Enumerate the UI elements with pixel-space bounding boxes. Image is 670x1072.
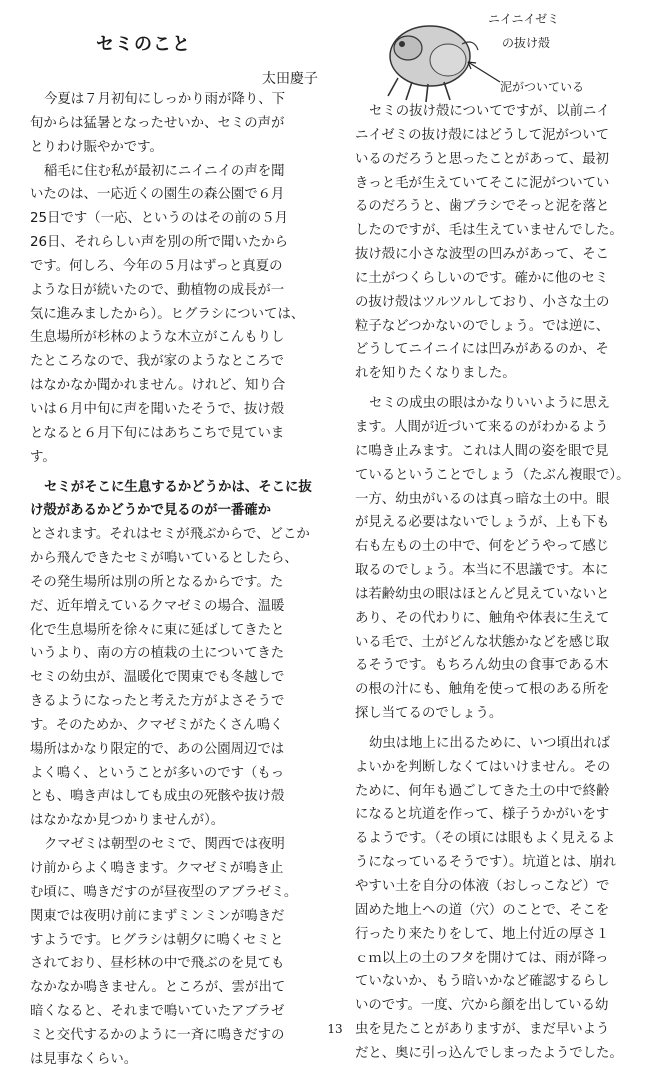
left-column bbox=[30, 88, 342, 1072]
text-line: 場所はかなり限定的で、あの公園周辺では bbox=[30, 741, 285, 757]
text-line: セミの抜け殻についてですが、以前ニイ bbox=[369, 104, 610, 119]
text-line: となると６月下旬にはあちこちで見ていま bbox=[30, 425, 285, 441]
text-line: やすい土を自分の体液（おしっこなど）で bbox=[355, 879, 610, 894]
text-line: 一方、幼虫がいるのは真っ暗な土の中。眼 bbox=[355, 491, 610, 507]
figure-label-mud: 泥がついている bbox=[500, 80, 585, 94]
text-line: セミの成虫の眼はかなりいいように思え bbox=[369, 396, 611, 412]
text-line: の根の汁にも、触角を使って根のある所を bbox=[355, 682, 610, 698]
text-line: 抜け殻に小さな波型の凹みがあって、そこ bbox=[355, 247, 610, 263]
text-line: うになっているそうです）。坑道とは、崩れ bbox=[355, 855, 617, 871]
text-line: け前からよく鳴きます。クマゼミが鳴き止 bbox=[30, 861, 284, 876]
text-line: 気に進みましたから）。ヒグラシについては、 bbox=[30, 306, 305, 322]
text-line: 関東では夜明け前にまずミンミンが鳴きだ bbox=[30, 908, 285, 924]
text-line: したのですが、毛は生えていませんでした。 bbox=[355, 223, 623, 239]
text-line: るのだろうと、歯ブラシでそっと泥を落と bbox=[355, 199, 610, 215]
article-title: セミのこと bbox=[96, 34, 191, 55]
text-line: はなかなか見つかりませんが）。 bbox=[30, 813, 225, 829]
figure-label-shell: の抜け殻 bbox=[502, 36, 551, 50]
text-line: ミと交代するかのように一斉に鳴きだすの bbox=[30, 1027, 285, 1043]
figure-label-name: ニイニイゼミ bbox=[488, 12, 560, 26]
cicada-shell-figure bbox=[378, 8, 658, 104]
text-line: 右も左もの土の中で、何をどうやって感じ bbox=[355, 539, 610, 555]
text-line: いうより、南の方の植栽の土についてきた bbox=[30, 646, 285, 662]
text-line: されており、昼杉林の中で飛ぶのを見ても bbox=[30, 956, 285, 972]
text-line: ます。人間が近づいて来るのがわかるよう bbox=[355, 419, 609, 435]
text-line-bold: セミがそこに生息するかどうかは、そこに抜 bbox=[44, 479, 312, 495]
text-line: 虫を見たことがありますが、まだ早いよう bbox=[355, 1022, 610, 1038]
text-line: すようです。ヒグラシは朝夕に鳴くセミと bbox=[30, 932, 284, 948]
text-line: が見える必要はないでしょうが、上も下も bbox=[355, 515, 610, 531]
text-line: クマゼミは朝型のセミで、関西では夜明 bbox=[44, 837, 285, 853]
text-line: ているということでしょう（たぶん複眼で）。 bbox=[355, 467, 630, 483]
text-line: いるのだろうと思ったことがあって、最初 bbox=[355, 151, 610, 167]
text-line: るようです。（その頃には眼もよく見えるよ bbox=[355, 831, 616, 847]
text-line: に土がつくらしいのです。確かに他のセミ bbox=[355, 270, 609, 286]
text-line: その発生場所は別の所となるからです。た bbox=[30, 574, 284, 590]
text-line: 今夏は７月初旬にしっかり雨が降り、下 bbox=[44, 92, 286, 107]
text-line: ような日が続いたので、動植物の成長が一 bbox=[30, 282, 285, 298]
text-line: 化で生息場所を徐々に東に延ばしてきたと bbox=[30, 622, 285, 638]
text-line: 行ったり来たりをして、地上付近の厚さ１ bbox=[355, 926, 610, 942]
text-line: たところなので、我が家のようなところで bbox=[30, 354, 285, 370]
text-line: とも、鳴き声はしても成虫の死骸や抜け殻 bbox=[30, 789, 285, 805]
text-line: す。そのためか、クマゼミがたくさん鳴く bbox=[30, 717, 284, 733]
right-column bbox=[355, 100, 645, 1066]
text-line: とされます。それはセミが飛ぶからで、どこか bbox=[30, 527, 310, 543]
text-line: 稲毛に住む私が最初にニイニイの声を聞 bbox=[44, 163, 285, 179]
text-line: 暗くなると、それまで鳴いていたアブラゼ bbox=[30, 1004, 285, 1020]
text-line: るそうです。もちろん幼虫の食事である木 bbox=[355, 658, 609, 674]
text-line: よいかを判断しなくてはいけません。その bbox=[355, 759, 611, 775]
text-line: いは６月中旬に声を聞いたそうで、抜け殻 bbox=[30, 401, 285, 417]
text-line: 固めた地上への道（穴）のことで、そこを bbox=[355, 902, 610, 918]
text-line: ために、何年も過ごしてきた土の中で終齢 bbox=[355, 783, 610, 799]
text-line: どうしてニイニイには凹みがあるのか、そ bbox=[355, 342, 609, 358]
text-line: 幼虫は地上に出るために、いつ頃出れば bbox=[369, 735, 611, 751]
text-line: 粒子などつかないのでしょう。では逆に、 bbox=[355, 318, 610, 334]
text-line: いる毛で、土がどんな状態かなどを感じ取 bbox=[355, 634, 610, 650]
pointer-arrow-icon bbox=[462, 56, 502, 86]
article-author: 太田慶子 bbox=[262, 71, 318, 87]
text-line: は見事なくらい。 bbox=[30, 1051, 138, 1067]
text-line: 26日、それらしい声を別の所で聞いたから bbox=[30, 235, 289, 251]
text-line: いたのは、一応近くの園生の森公園で６月 bbox=[30, 187, 285, 203]
text-line: む頃に、鳴きだすのが昼夜型のアブラゼミ。 bbox=[30, 884, 298, 900]
text-line: ていないか、もう暗いかなど確認するらし bbox=[355, 974, 610, 990]
text-line: よく鳴く、ということが多いのです（もっ bbox=[30, 765, 285, 781]
text-line: だと、奥に引っ込んでしまったようでした。 bbox=[355, 1045, 623, 1061]
text-line: とりわけ賑やかです。 bbox=[30, 139, 163, 155]
text-line: セミの幼虫が、温暖化で関東でも冬越しで bbox=[30, 670, 285, 686]
text-line: 探し当てるのでしょう。 bbox=[355, 706, 503, 722]
text-line: だ、近年増えているクマゼミの場合、温暖 bbox=[30, 598, 285, 614]
text-line: から飛んできたセミが鳴いているとしたら、 bbox=[30, 551, 298, 567]
text-line: 生息場所が杉林のような木立がこんもりし bbox=[30, 330, 285, 346]
text-line: す。 bbox=[30, 449, 56, 465]
text-line: 取るのでしょう。本当に不思議です。本に bbox=[355, 563, 609, 579]
text-line: きっと毛が生えていてそこに泥がついてい bbox=[355, 175, 610, 191]
text-line: あり、その代わりに、触角や体表に生えて bbox=[355, 610, 610, 626]
text-line: になると坑道を作って、様子うかがいをす bbox=[355, 807, 610, 823]
text-line: は若齢幼虫の眼はほとんど見えていないと bbox=[355, 586, 610, 602]
text-line: 25日です（一応、というのはその前の５月 bbox=[30, 211, 289, 227]
text-line-bold: け殻があるかどうかで見るのが一番確か bbox=[30, 503, 272, 519]
text-line: に鳴き止みます。これは人間の姿を眼で見 bbox=[355, 443, 609, 459]
text-line: いのです。一度、穴から顔を出している幼 bbox=[355, 998, 609, 1014]
text-line: なかなか鳴きません。ところが、雲が出て bbox=[30, 980, 286, 996]
text-line: れを知りたくなりました。 bbox=[355, 366, 516, 382]
text-line: ｃｍ以上の土のフタを開けては、雨が降っ bbox=[355, 950, 609, 966]
text-line: きるようになったと考えた方がよさそうで bbox=[30, 694, 285, 710]
text-line: ニイゼミの抜け殻にはどうして泥がついて bbox=[355, 127, 610, 143]
text-line: 旬からは猛暑となったせいか、セミの声が bbox=[30, 115, 285, 131]
text-line: の抜け殻はツルツルしており、小さな土の bbox=[355, 294, 610, 310]
text-line: です。何しろ、今年の５月はずっと真夏の bbox=[30, 258, 283, 274]
text-line: はなかなか聞かれません。けれど、知り合 bbox=[30, 378, 286, 394]
page-number: 13 bbox=[327, 1022, 343, 1036]
